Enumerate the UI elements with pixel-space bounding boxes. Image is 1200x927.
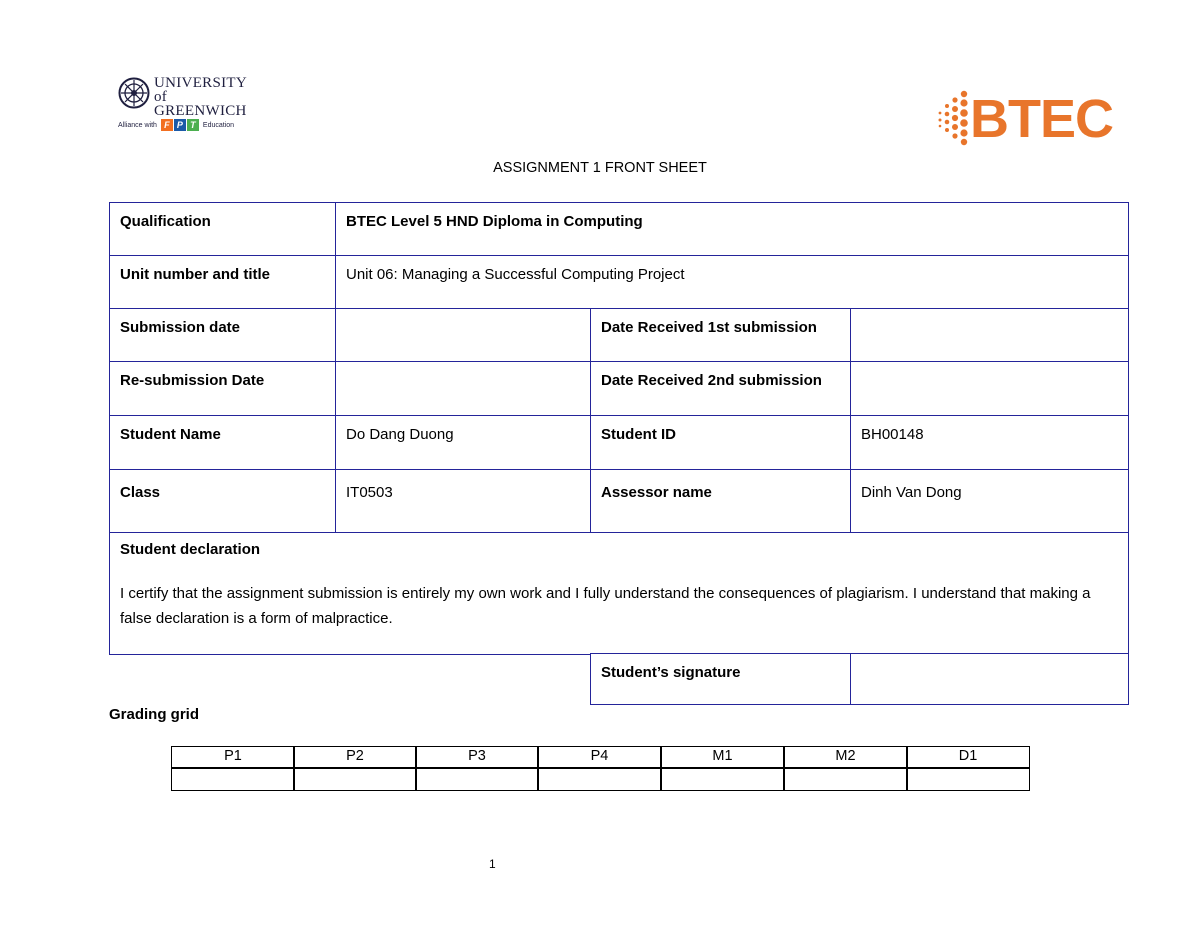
fpt-letter-p: P bbox=[174, 119, 186, 131]
qualification-value: BTEC Level 5 HND Diploma in Computing bbox=[335, 202, 1129, 257]
grading-grid bbox=[171, 746, 1030, 791]
btec-wordmark: BTEC bbox=[970, 89, 1113, 149]
fpt-letter-t: T bbox=[187, 119, 199, 131]
criterion-header: P3 bbox=[415, 746, 539, 769]
student-id-label: Student ID bbox=[590, 415, 852, 471]
criterion-grade-cell bbox=[537, 767, 662, 791]
declaration-text: I certify that the assignment submission is entirely my own work and I fully understand the consequences of plagiarism. I understand that making a false declaration is a form of malpractice. bbox=[120, 585, 1091, 627]
date-received-2-label: Date Received 2nd submission bbox=[590, 361, 852, 417]
assessor-label: Assessor name bbox=[590, 469, 852, 534]
criterion-header: P4 bbox=[537, 746, 662, 769]
student-declaration bbox=[109, 532, 1129, 655]
fpt-letter-f: F bbox=[161, 119, 173, 131]
front-sheet-table bbox=[109, 202, 1129, 705]
class-value: IT0503 bbox=[335, 469, 592, 534]
student-name-value: Do Dang Duong bbox=[335, 415, 592, 471]
criterion-header: P2 bbox=[293, 746, 417, 769]
class-label: Class bbox=[109, 469, 337, 534]
criterion-header: D1 bbox=[906, 746, 1030, 769]
student-name-label: Student Name bbox=[109, 415, 337, 471]
criterion-grade-cell bbox=[415, 767, 539, 791]
qualification-label: Qualification bbox=[109, 202, 337, 257]
date-received-1-label: Date Received 1st submission bbox=[590, 308, 852, 363]
date-received-2-value bbox=[850, 361, 1129, 417]
resubmission-date-label: Re-submission Date bbox=[109, 361, 337, 417]
document-title: ASSIGNMENT 1 FRONT SHEET bbox=[493, 160, 707, 176]
resubmission-date-value bbox=[335, 361, 592, 417]
university-of-greenwich-logo bbox=[118, 73, 258, 139]
criterion-grade-cell bbox=[906, 767, 1030, 791]
grading-grid-heading: Grading grid bbox=[109, 706, 199, 723]
criterion-header: M1 bbox=[660, 746, 785, 769]
unit-label: Unit number and title bbox=[109, 255, 337, 310]
submission-date-value bbox=[335, 308, 592, 363]
criterion-grade-cell bbox=[660, 767, 785, 791]
criterion-grade-cell bbox=[783, 767, 908, 791]
submission-date-label: Submission date bbox=[109, 308, 337, 363]
btec-dots-icon bbox=[936, 88, 970, 148]
date-received-1-value bbox=[850, 308, 1129, 363]
greenwich-wordmark: UNIVERSITY of GREENWICH bbox=[154, 75, 247, 119]
student-id-value: BH00148 bbox=[850, 415, 1129, 471]
fpt-logo bbox=[161, 119, 199, 131]
education-label: Education bbox=[202, 121, 235, 129]
signature-value bbox=[850, 653, 1129, 705]
signature-label: Student’s signature bbox=[590, 653, 852, 705]
unit-value: Unit 06: Managing a Successful Computing Project bbox=[335, 255, 1129, 310]
criterion-header: P1 bbox=[171, 746, 295, 769]
fpt-alliance-line bbox=[118, 119, 234, 131]
assessor-value: Dinh Van Dong bbox=[850, 469, 1129, 534]
criterion-grade-cell bbox=[171, 767, 295, 791]
btec-logo bbox=[936, 88, 1126, 156]
criterion-header: M2 bbox=[783, 746, 908, 769]
criterion-grade-cell bbox=[293, 767, 417, 791]
page-number: 1 bbox=[489, 857, 496, 871]
alliance-label: Alliance with bbox=[118, 121, 157, 129]
declaration-heading: Student declaration bbox=[120, 541, 261, 558]
greenwich-crest-icon bbox=[118, 77, 150, 109]
